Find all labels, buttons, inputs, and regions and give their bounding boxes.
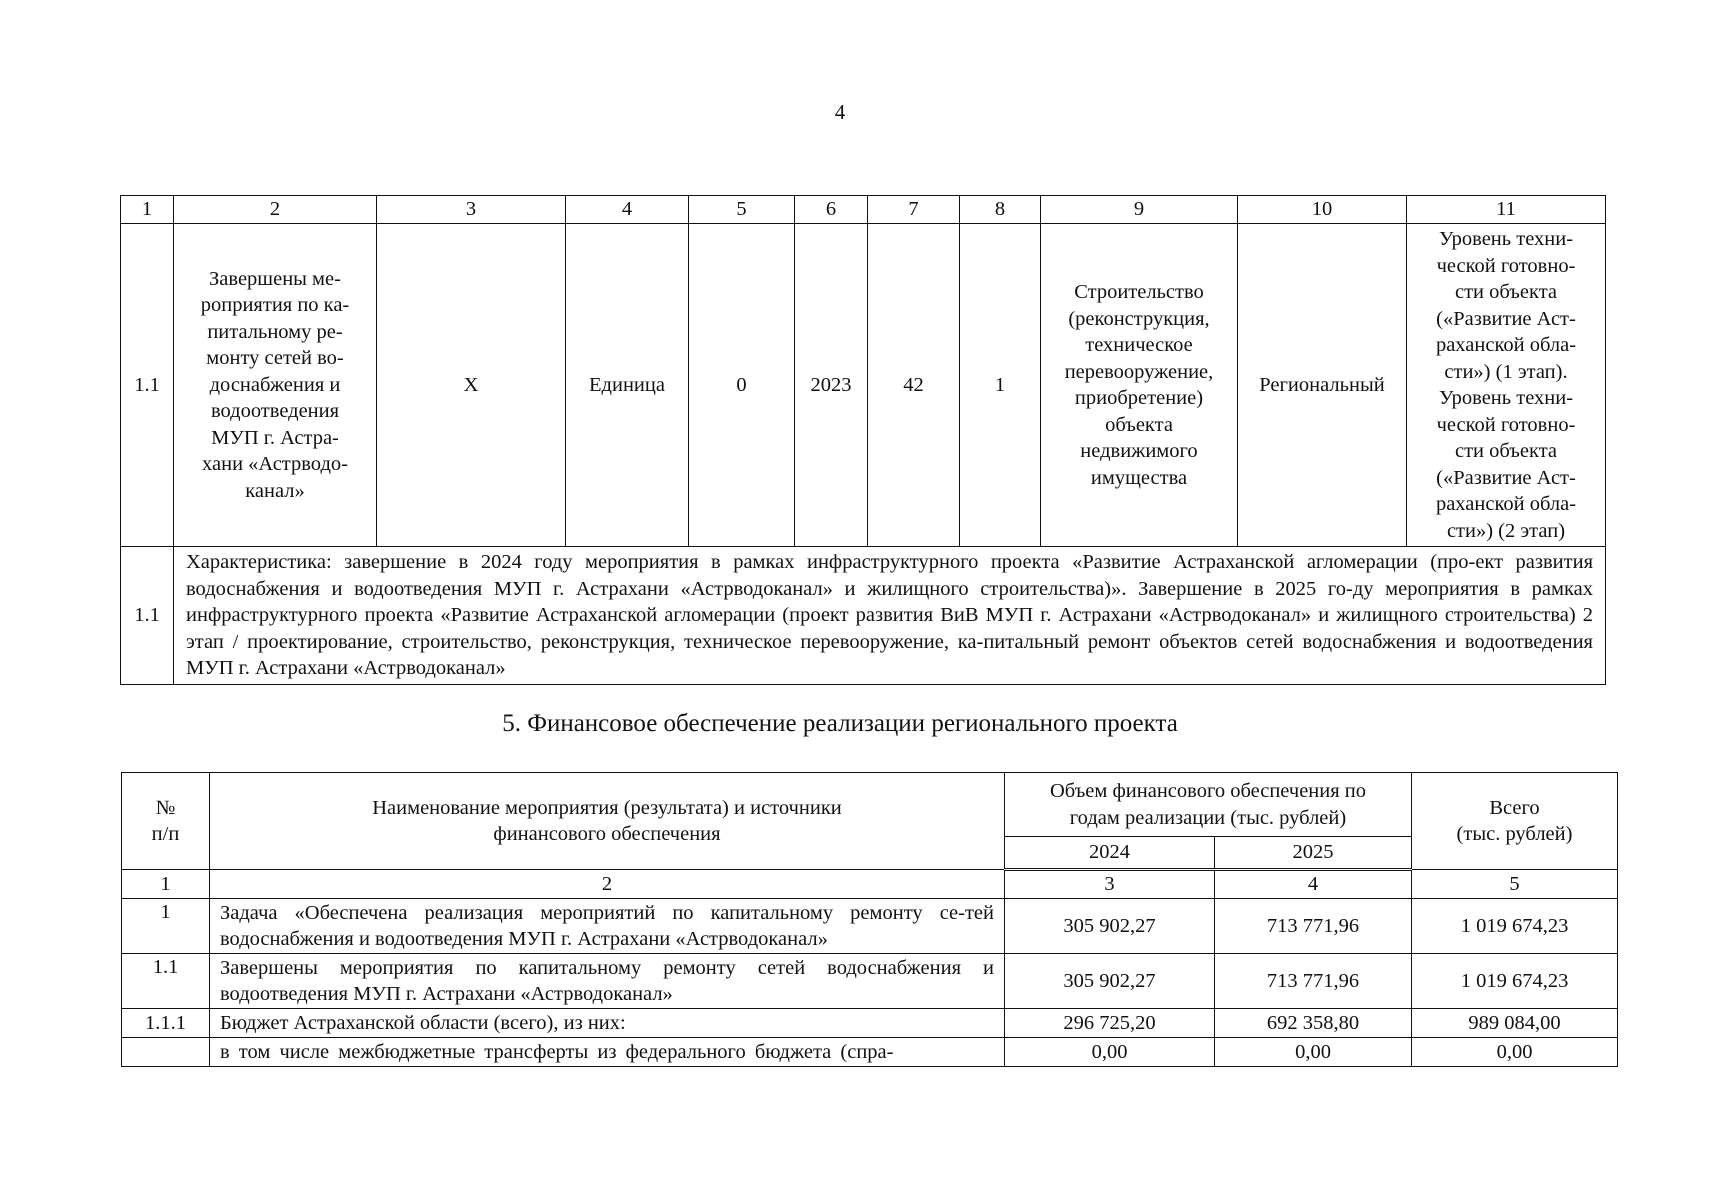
column-number: 5 [1412,870,1618,899]
column-number: 11 [1407,196,1606,224]
header-year-2025: 2025 [1215,837,1412,870]
column-number: 2 [210,870,1005,899]
finance-table [121,772,1618,1067]
header-num: № п/п [122,773,210,870]
year-cell: 2023 [795,224,868,547]
header-total: Всего (тыс. рублей) [1412,773,1618,870]
header-volume: Объем финансового обеспечения по годам реализации (тыс. рублей) [1005,773,1412,837]
column-number-row [121,196,1606,224]
column-number: 1 [121,196,174,224]
amount-2024: 305 902,27 [1005,954,1215,1009]
row-name: в том числе межбюджетные трансферты из федерального бюджета (спра- [210,1038,1005,1067]
column-number: 6 [795,196,868,224]
row-number: 1.1 [121,547,174,685]
base-value-cell: 0 [689,224,795,547]
description-row [121,547,1606,685]
amount-2024: 296 725,20 [1005,1009,1215,1038]
table-row [122,1009,1618,1038]
amount-2025: 692 358,80 [1215,1009,1412,1038]
amount-2025: 0,00 [1215,1038,1412,1067]
section-title: 5. Финансовое обеспечение реализации регионального проекта [502,710,1178,737]
column-number: 5 [689,196,795,224]
amount-total: 1 019 674,23 [1412,899,1618,954]
column-number: 1 [122,870,210,899]
amount-2025: 713 771,96 [1215,954,1412,1009]
row-name: Бюджет Астраханской области (всего), из них: [210,1009,1005,1038]
header-year-2024: 2024 [1005,837,1215,870]
header-row [122,773,1618,837]
amount-2024: 305 902,27 [1005,899,1215,954]
result-type-cell: Строительство (реконструкция, техническое перевооружение, приобретение) объекта недвижимого имущества [1041,224,1238,547]
row-number: 1.1 [121,224,174,547]
amount-total: 989 084,00 [1412,1009,1618,1038]
page-number: 4 [834,100,846,124]
row-number: 1.1.1 [122,1009,210,1038]
column-number: 4 [566,196,689,224]
result-table [120,195,1606,685]
table-row [122,899,1618,954]
table-row [122,1038,1618,1067]
row-number [122,1038,210,1067]
cell-x-mark: X [377,224,566,547]
column-number: 2 [174,196,377,224]
description-text: Характеристика: завершение в 2024 году мероприятия в рамках инфраструктурного проекта «Развитие Астраханской агломерации (про-ект развития водоснабжения и водоотведения МУП г. Астрахани «Астрводоканал» и жилищного строительства)». Завершение в 2025 го-ду мероприятия в рамках инфраструктурного проекта «Развитие Астраханской агломерации (проект развития ВиВ МУП г. Астрахани «Астрводоканал» и жилищного строительства) 2 этап / проектирование, строительство, реконструкция, техническое перевооружение, ка-питальный ремонт объектов сетей водоснабжения и водоотведения МУП г. Астрахани «Астрводоканал» [174,547,1606,685]
result-name: Завершены ме- роприятия по ка- питальному ре- монту сетей во- доснабжения и водоотведения МУП г. Астра- хани «Астрводо- канал» [174,224,377,547]
row-number: 1.1 [122,954,210,1009]
column-number: 9 [1041,196,1238,224]
column-number-row [122,870,1618,899]
row-name: Завершены мероприятия по капитальному ремонту сетей водоснабжения и водоотведения МУП г. Астрахани «Астрводоканал» [210,954,1005,1009]
row-number: 1 [122,899,210,954]
header-name: Наименование мероприятия (результата) и источники финансового обеспечения [210,773,1005,870]
amount-total: 0,00 [1412,1038,1618,1067]
amount-total: 1 019 674,23 [1412,954,1618,1009]
indicator-cell: Уровень техни- ческой готовно- сти объекта («Развитие Аст- раханской обла- сти») (1 этап). Уровень техни- ческой готовно- сти объекта («Развитие Аст- раханской обла- сти») (2 этап) [1407,224,1606,547]
row-name: Задача «Обеспечена реализация мероприятий по капитальному ремонту се-тей водоснабжения и водоотведения МУП г. Астрахани «Астрводоканал» [210,899,1005,954]
table-row [122,954,1618,1009]
value-cell: 42 [868,224,960,547]
column-number: 10 [1238,196,1407,224]
level-cell: Региональный [1238,224,1407,547]
column-number: 8 [960,196,1041,224]
unit-cell: Единица [566,224,689,547]
table-row [121,224,1606,547]
column-number: 3 [377,196,566,224]
column-number: 3 [1005,870,1215,899]
column-number: 7 [868,196,960,224]
value-cell: 1 [960,224,1041,547]
amount-2025: 713 771,96 [1215,899,1412,954]
amount-2024: 0,00 [1005,1038,1215,1067]
column-number: 4 [1215,870,1412,899]
